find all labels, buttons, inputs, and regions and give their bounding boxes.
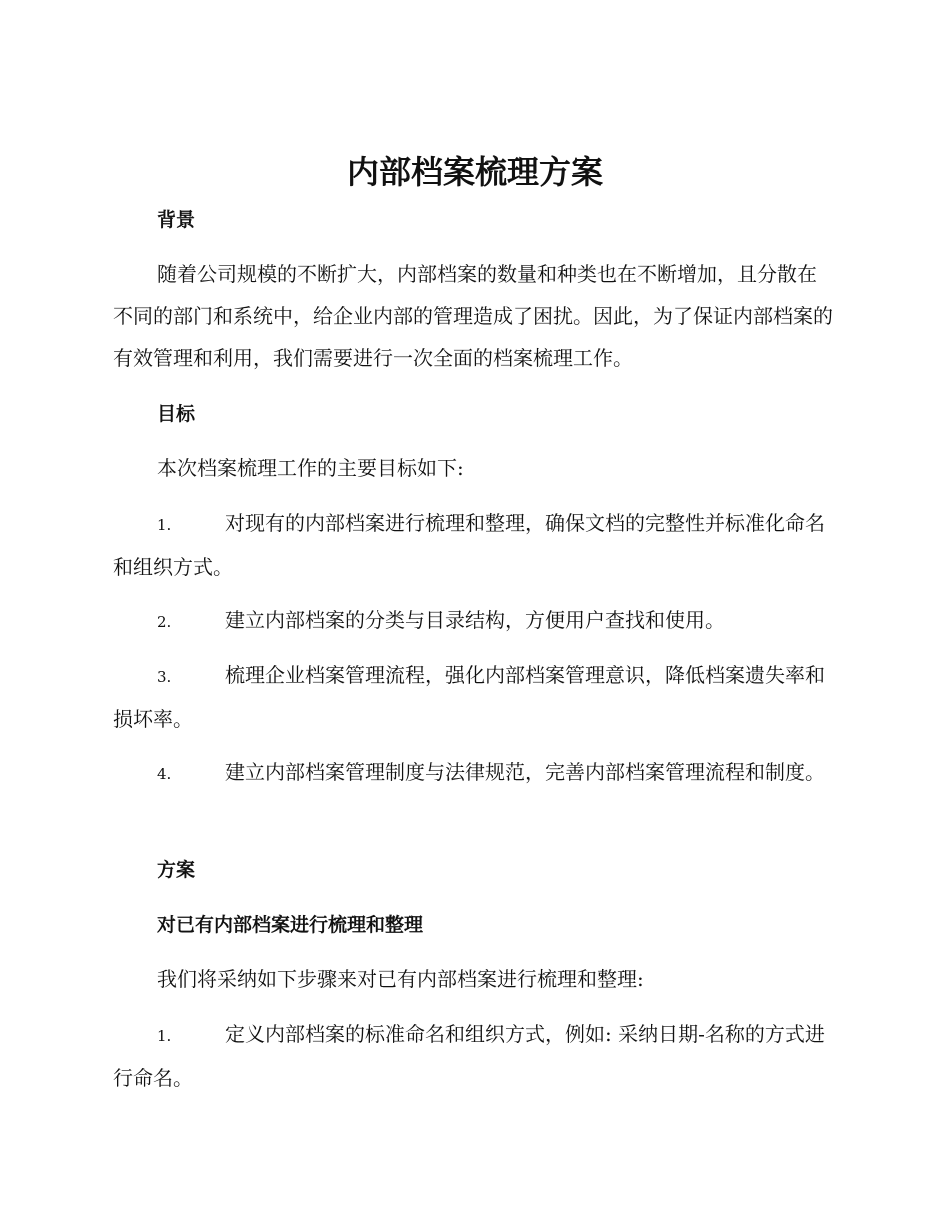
list-item-text: 对现有的内部档案进行梳理和整理，确保文档的完整性并标准化命名和组织方式。: [113, 511, 825, 579]
plan-list-item: [113, 1013, 833, 1099]
background-paragraph: 随着公司规模的不断扩大，内部档案的数量和种类也在不断增加，且分散在不同的部门和系统中，给企业内部的管理造成了困扰。因此，为了保证内部档案的有效管理和利用，我们需要进行一次全面的档案梳理工作。: [113, 262, 833, 370]
plan-intro-paragraph: 我们将采纳如下步骤来对已有内部档案进行梳理和整理:: [157, 967, 644, 991]
subsection-heading: 对已有内部档案进行梳理和整理: [157, 914, 424, 936]
list-item-number: 1.: [157, 1027, 172, 1045]
section-heading-plan: 方案: [157, 859, 196, 881]
list-item-number: 4.: [157, 765, 172, 783]
goal-list-item: [113, 599, 833, 643]
page-title: 内部档案梳理方案: [346, 153, 603, 191]
list-item-text: 定义内部档案的标准命名和组织方式，例如: 采纳日期-名称的方式进行命名。: [113, 1022, 825, 1090]
list-item-number: 3.: [157, 668, 172, 686]
goal-list-item: [113, 502, 833, 588]
list-item-text: 梳理企业档案管理流程，强化内部档案管理意识，降低档案遗失率和损坏率。: [113, 663, 825, 731]
list-item-text: 建立内部档案管理制度与法律规范，完善内部档案管理流程和制度。: [225, 760, 825, 784]
list-item-number: 1.: [157, 516, 172, 534]
list-item-number: 2.: [157, 613, 172, 631]
section-heading-goals: 目标: [157, 403, 196, 425]
goal-list-item: [113, 751, 833, 795]
goals-intro-paragraph: 本次档案梳理工作的主要目标如下:: [157, 456, 464, 480]
list-item-text: 建立内部档案的分类与目录结构，方便用户查找和使用。: [225, 608, 725, 632]
goal-list-item: [113, 654, 833, 740]
section-heading-background: 背景: [157, 209, 196, 231]
